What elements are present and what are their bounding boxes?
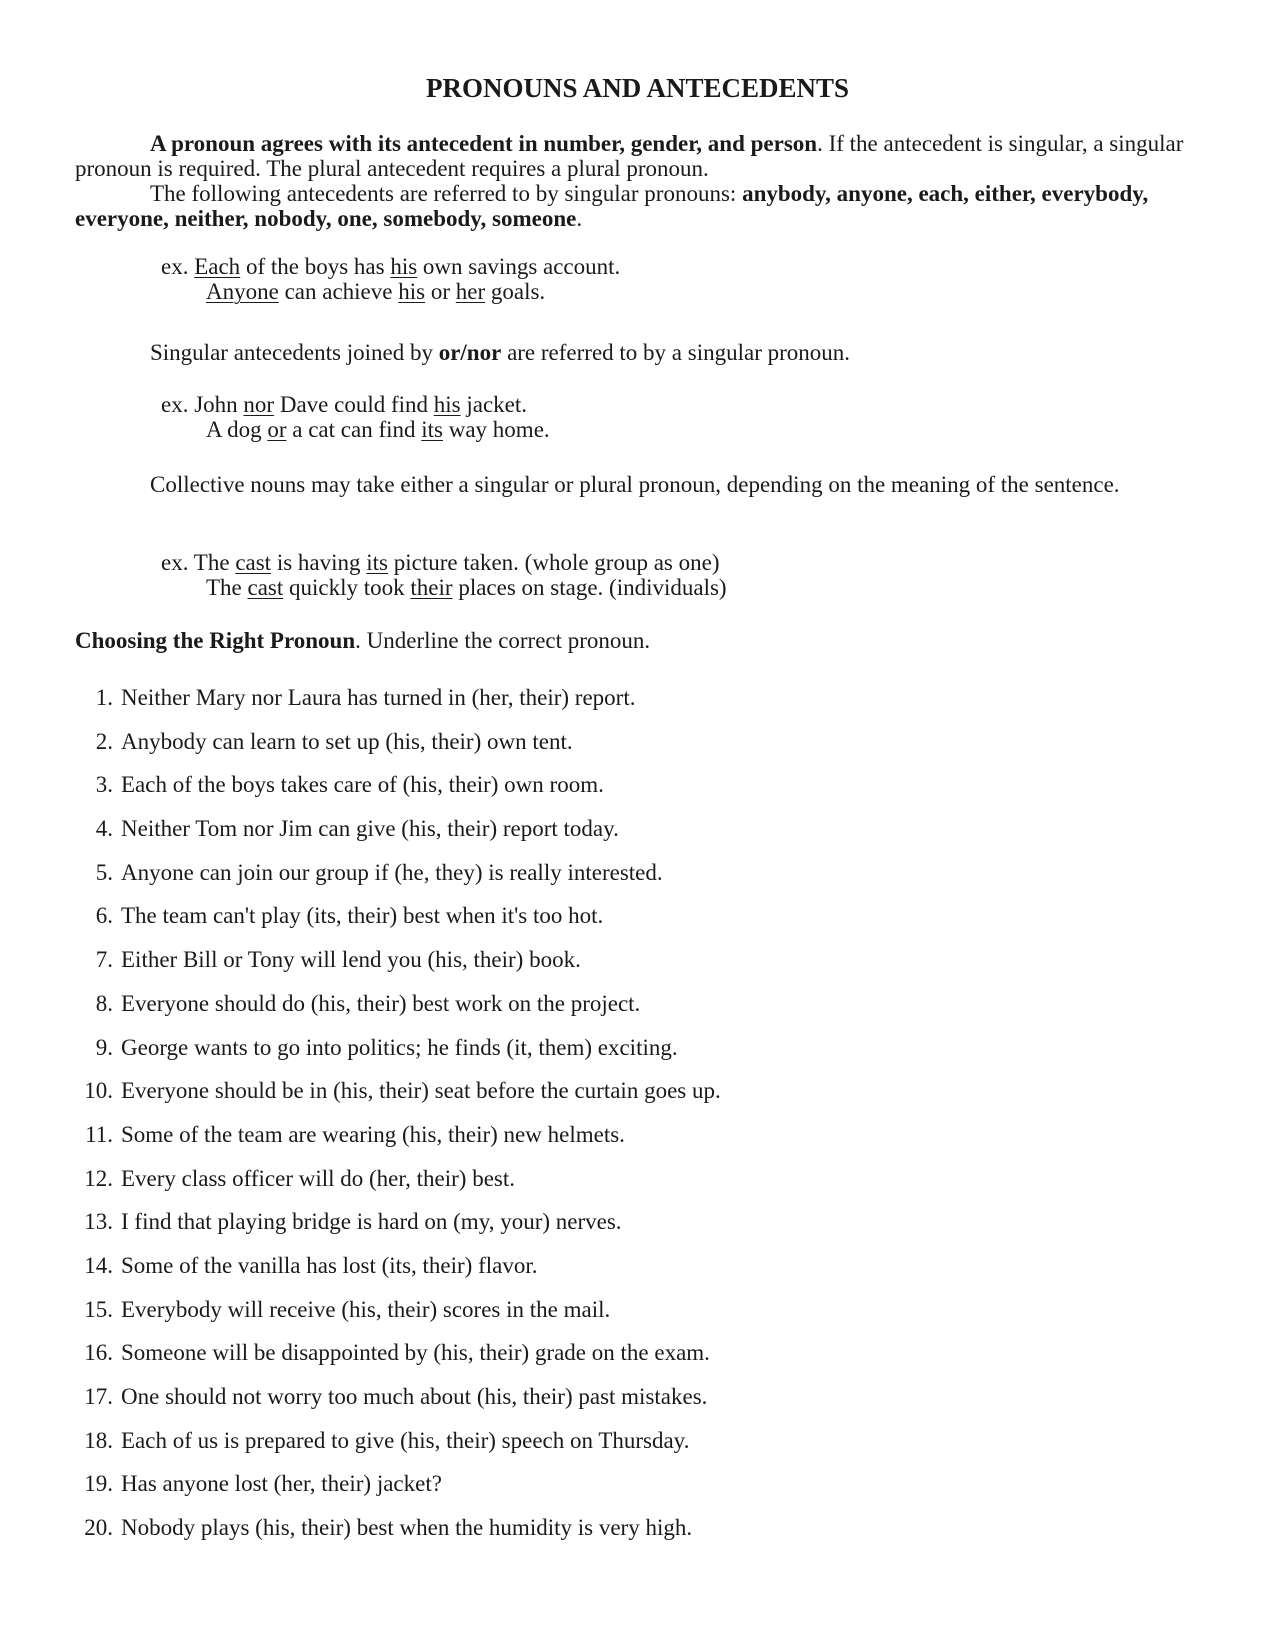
exercise-heading-bold: Choosing the Right Pronoun	[75, 628, 356, 653]
exercise-number: 16.	[84, 1340, 113, 1366]
exercise-sentence: Everyone should do (his, their) best work on the project.	[121, 990, 641, 1016]
example-text: places on stage. (individuals)	[452, 575, 727, 600]
underlined-word: or	[267, 417, 287, 442]
exercise-item	[75, 816, 721, 860]
exercise-sentence: Everyone should be in (his, their) seat before the curtain goes up.	[121, 1078, 721, 1104]
example-prefix: ex.	[161, 392, 195, 417]
example-line	[161, 550, 727, 575]
exercise-number: 6.	[95, 903, 113, 929]
exercise-item	[75, 1428, 721, 1472]
or-nor-bold: or/nor	[438, 340, 502, 365]
example-line	[161, 279, 620, 304]
exercise-number: 11.	[85, 1121, 113, 1147]
exercise-item	[75, 1035, 721, 1079]
exercise-item	[75, 1515, 721, 1559]
exercise-sentence: Someone will be disappointed by (his, their) grade on the exam.	[121, 1340, 710, 1366]
exercise-item	[75, 1340, 721, 1384]
intro-section	[75, 131, 1205, 231]
exercise-item	[75, 1384, 721, 1428]
underlined-word: his	[433, 392, 461, 417]
exercise-sentence: Has anyone lost (her, their) jacket?	[121, 1471, 442, 1497]
singular-antecedents-rule	[75, 181, 1205, 231]
agreement-rule-rest: . If the antecedent is singular, a singular pronoun is required. The plural antecedent requires a plural pronoun.	[75, 131, 1184, 181]
exercise-sentence: Everybody will receive (his, their) scores in the mail.	[121, 1296, 611, 1322]
example-line	[161, 254, 620, 279]
singular-antecedent-list: anybody, anyone, each, either, everybody, everyone, neither, nobody, one, somebody, someone	[75, 181, 1149, 231]
exercise-sentence: One should not worry too much about (his, their) past mistakes.	[121, 1384, 708, 1409]
example-text: The	[193, 550, 236, 575]
exercise-item	[75, 947, 721, 991]
exercise-number: 17.	[84, 1384, 113, 1409]
example-text: picture taken. (whole group as one)	[388, 550, 720, 575]
example-block-3	[161, 550, 727, 600]
example-text: A dog	[206, 417, 268, 442]
example-line	[161, 575, 727, 600]
collective-nouns-text: Collective nouns may take either a singular or plural pronoun, depending on the meaning of the sentence.	[150, 472, 1120, 497]
example-text: is having	[271, 550, 367, 575]
exercise-item	[75, 729, 721, 773]
exercise-item	[75, 1078, 721, 1122]
exercise-item	[75, 860, 721, 904]
exercise-number: 8.	[95, 990, 113, 1016]
example-text: Dave could find	[274, 392, 434, 417]
exercise-item	[75, 685, 721, 729]
exercise-item	[75, 991, 721, 1035]
exercise-number: 10.	[84, 1078, 113, 1104]
example-text: The	[206, 575, 248, 600]
exercise-item	[75, 1122, 721, 1166]
exercise-sentence: Anybody can learn to set up (his, their) own tent.	[121, 728, 573, 754]
underlined-word: Anyone	[206, 279, 279, 304]
example-text: goals.	[485, 279, 546, 304]
exercise-number: 5.	[95, 859, 113, 885]
example-text: of the boys has	[240, 254, 391, 279]
underlined-word: his	[390, 254, 418, 279]
example-line	[161, 417, 550, 442]
example-line	[161, 392, 550, 417]
exercise-sentence: Either Bill or Tony will lend you (his, their) book.	[121, 947, 581, 973]
exercise-item	[75, 1166, 721, 1210]
exercise-number: 9.	[95, 1034, 113, 1060]
exercise-sentence: I find that playing bridge is hard on (my, your) nerves.	[121, 1209, 622, 1235]
example-text: can achieve	[278, 279, 399, 304]
example-block-1	[161, 254, 620, 304]
exercise-number: 12.	[84, 1165, 113, 1191]
exercise-number: 18.	[84, 1427, 113, 1453]
exercise-number: 4.	[95, 816, 113, 842]
exercise-number: 19.	[84, 1471, 113, 1497]
or-nor-rule	[150, 340, 850, 365]
underlined-word: its	[366, 550, 389, 575]
exercise-item	[75, 1209, 721, 1253]
example-text: quickly took	[283, 575, 411, 600]
exercise-sentence: Nobody plays (his, their) best when the humidity is very high.	[121, 1515, 693, 1541]
underlined-word: their	[410, 575, 453, 600]
exercise-number: 3.	[95, 772, 113, 798]
example-text: John	[194, 392, 244, 417]
exercise-heading	[75, 628, 650, 653]
page-title: PRONOUNS AND ANTECEDENTS	[425, 73, 850, 103]
exercise-number: 13.	[84, 1209, 113, 1235]
singular-end: .	[576, 206, 583, 231]
exercise-number: 2.	[95, 728, 113, 754]
exercise-number: 15.	[84, 1296, 113, 1322]
exercise-sentence: Some of the team are wearing (his, their) new helmets.	[121, 1121, 625, 1147]
underlined-word: cast	[235, 550, 272, 575]
example-text: jacket.	[460, 392, 528, 417]
exercise-sentence: The team can't play (its, their) best when it's too hot.	[121, 903, 604, 929]
exercise-sentence: Neither Mary nor Laura has turned in (her, their) report.	[121, 685, 636, 710]
example-prefix: ex.	[161, 550, 194, 575]
exercise-item	[75, 1253, 721, 1297]
underlined-word: cast	[247, 575, 284, 600]
exercise-number: 14.	[84, 1252, 113, 1278]
exercise-item	[75, 1297, 721, 1341]
singular-intro: The following antecedents are referred to by singular pronouns:	[150, 181, 743, 206]
agreement-rule-bold: A pronoun agrees with its antecedent in number, gender, and person	[150, 131, 818, 156]
exercise-sentence: Some of the vanilla has lost (its, their) flavor.	[121, 1252, 538, 1278]
underlined-word: nor	[243, 392, 275, 417]
exercise-number: 7.	[95, 947, 113, 973]
exercise-sentence: Anyone can join our group if (he, they) is really interested.	[121, 859, 663, 885]
exercise-sentence: George wants to go into politics; he finds (it, them) exciting.	[121, 1034, 678, 1060]
example-text: or	[425, 279, 456, 304]
exercise-list	[75, 685, 721, 1559]
example-text: own savings account.	[417, 254, 621, 279]
example-block-2	[161, 392, 550, 442]
example-prefix: ex.	[161, 254, 195, 279]
exercise-item	[75, 772, 721, 816]
underlined-word: Each	[194, 254, 241, 279]
exercise-sentence: Neither Tom nor Jim can give (his, their) report today.	[121, 816, 619, 842]
agreement-rule	[75, 131, 1205, 181]
example-text: a cat can find	[286, 417, 422, 442]
rule-text: Singular antecedents joined by	[150, 340, 439, 365]
exercise-item	[75, 903, 721, 947]
underlined-word: his	[398, 279, 426, 304]
exercise-number: 1.	[95, 685, 113, 710]
exercise-sentence: Each of us is prepared to give (his, their) speech on Thursday.	[121, 1427, 690, 1453]
exercise-sentence: Each of the boys takes care of (his, their) own room.	[121, 772, 604, 798]
collective-nouns-rule	[75, 472, 1205, 497]
underlined-word: its	[421, 417, 443, 442]
exercise-number: 20.	[84, 1515, 113, 1541]
exercise-item	[75, 1471, 721, 1515]
exercise-instructions: . Underline the correct pronoun.	[355, 628, 651, 653]
exercise-sentence: Every class officer will do (her, their) best.	[121, 1165, 515, 1191]
rule-text: are referred to by a singular pronoun.	[501, 340, 851, 365]
underlined-word: her	[455, 279, 486, 304]
example-text: way home.	[442, 417, 550, 442]
